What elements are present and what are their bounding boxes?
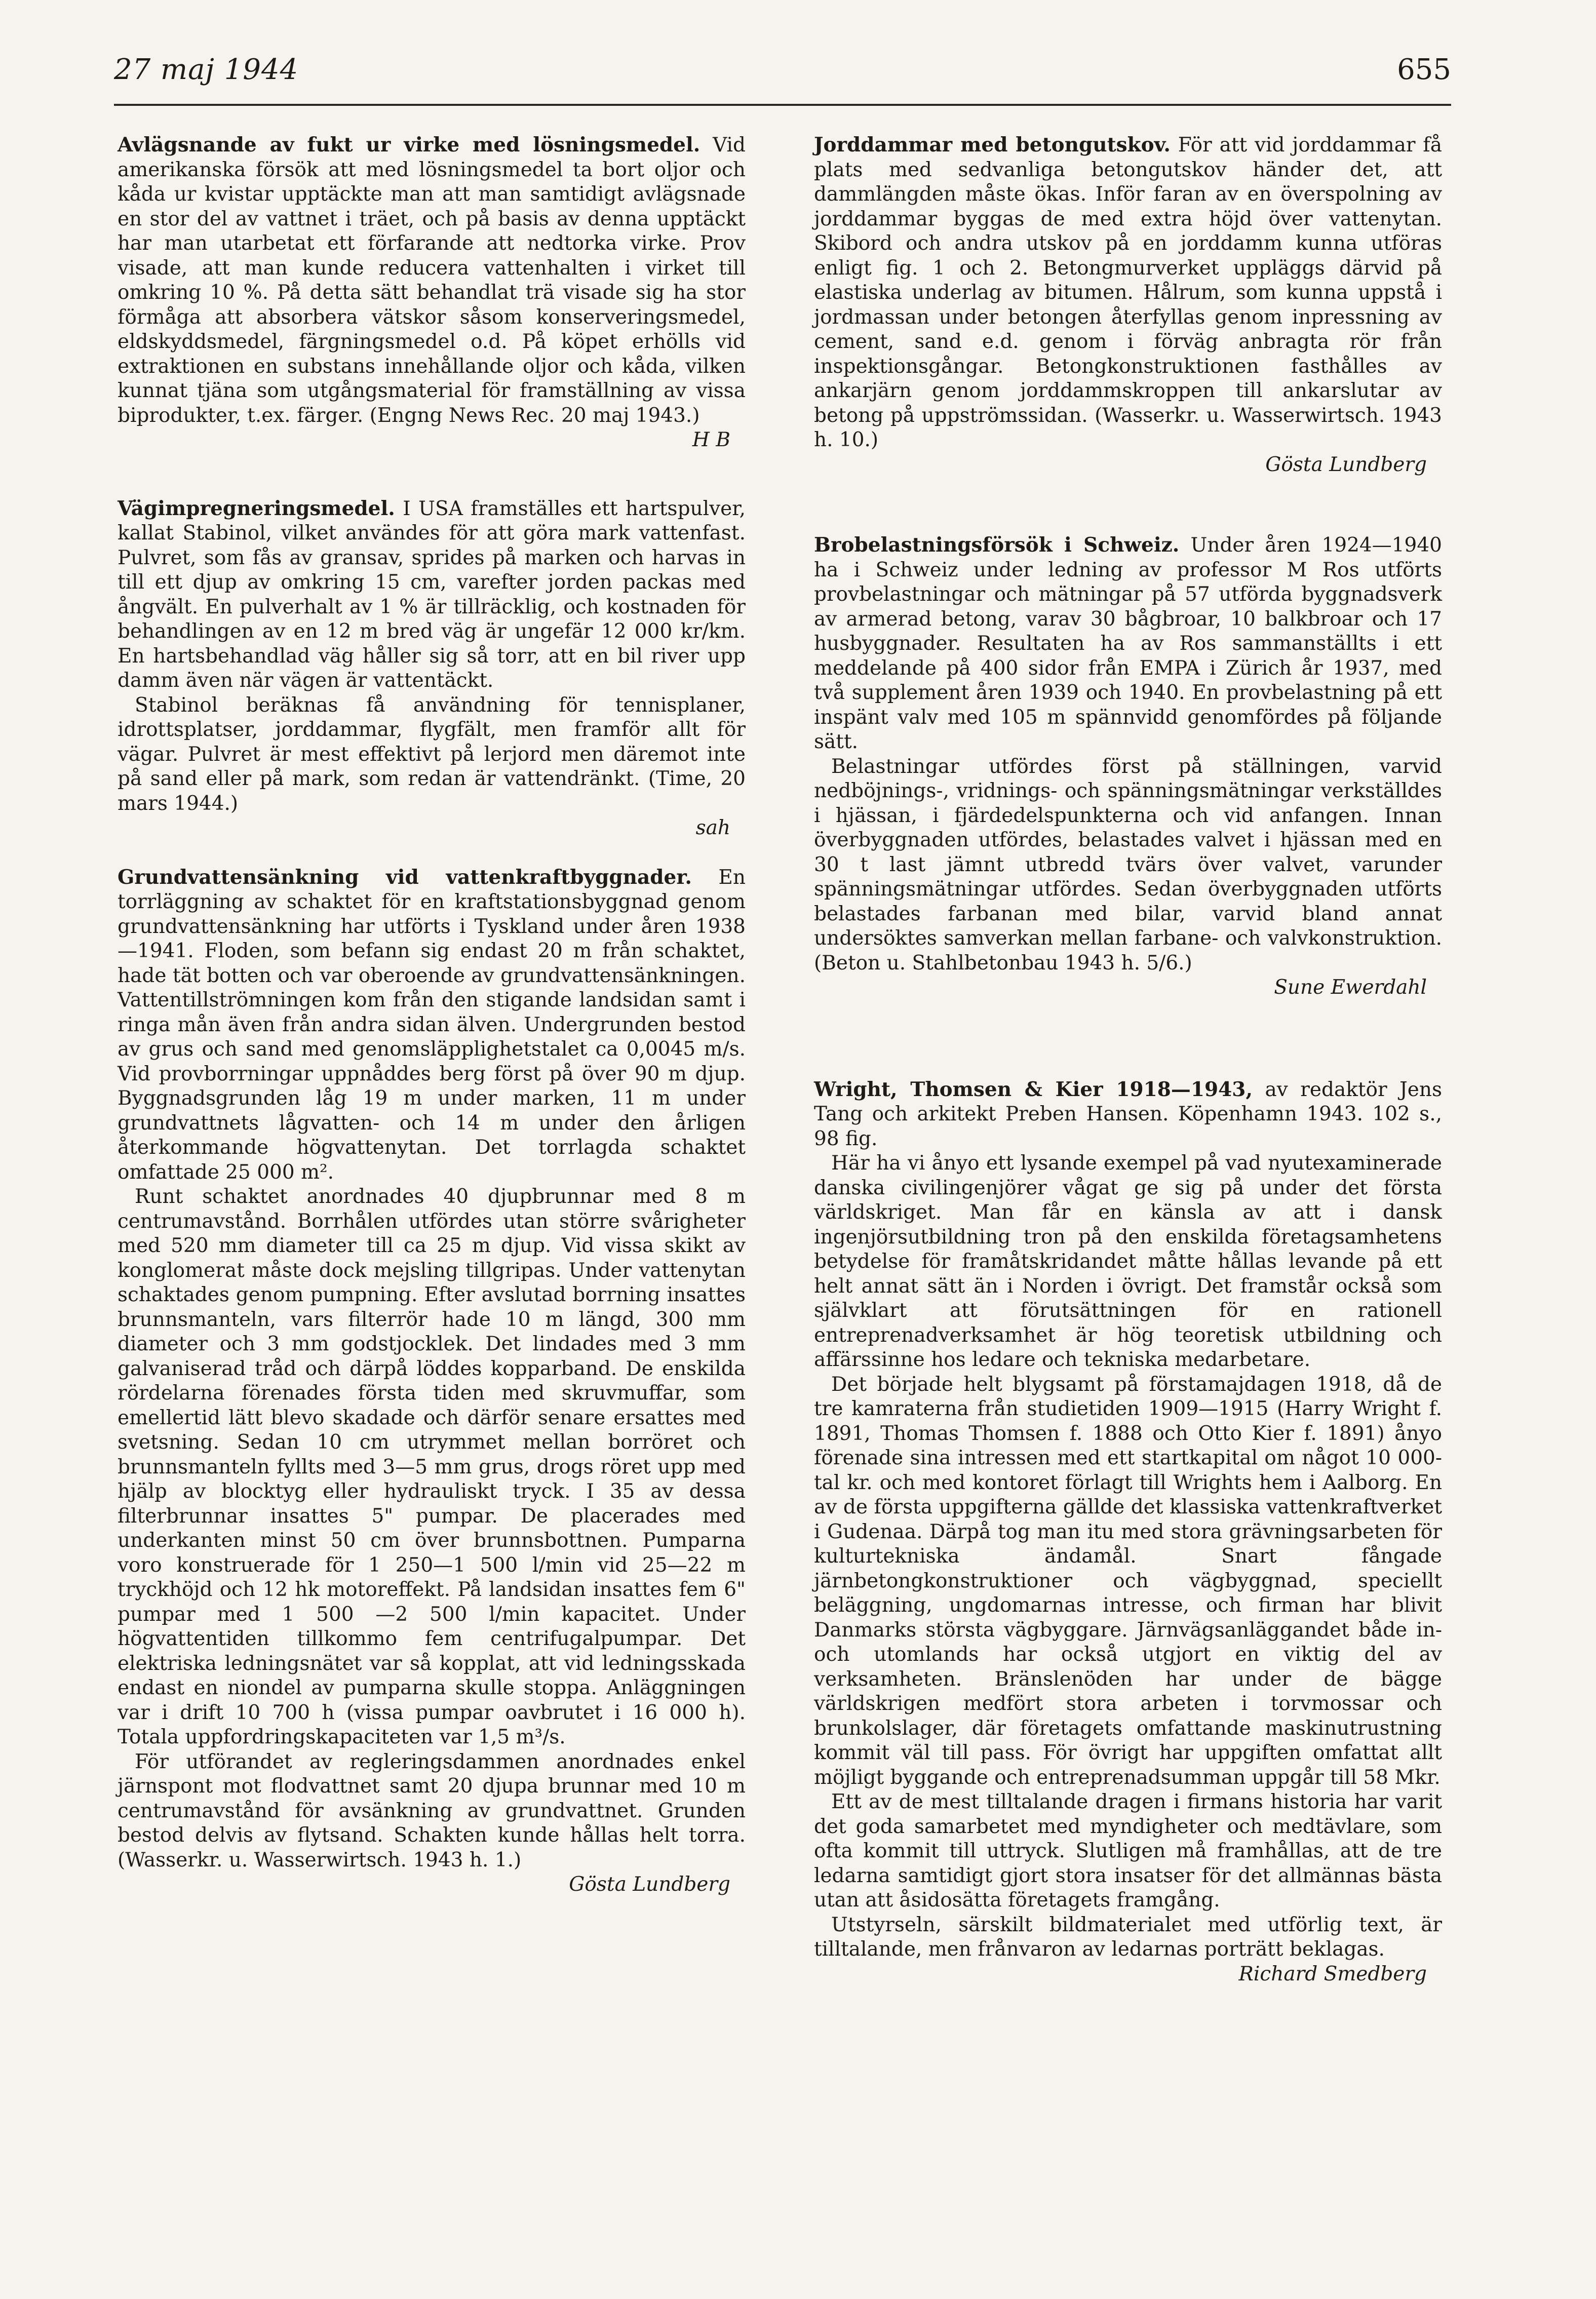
article-paragraph: [118, 496, 746, 693]
article-paragraph: [814, 1077, 1442, 1152]
article-signature: Gösta Lundberg: [569, 1873, 730, 1896]
right-column: [814, 133, 1442, 1986]
article-signature: sah: [695, 816, 730, 839]
page-number: 655: [1397, 53, 1451, 86]
article-title: Grundvattensänkning vid vattenkraftbyggnader.: [118, 865, 692, 889]
header-date: 27 maj 1944: [114, 53, 299, 86]
article-paragraph: [814, 533, 1442, 755]
article-paragraph: Här ha vi ånyo ett lysande exempel på vad nyutexaminerade danska civilingenjörer vågat ge sig på under det första världskriget. Man får en känsla av att i dansk ingenjörsutbildning tron på den enskilda företagsamhetens betydelse för framåtskridandet måtte hållas levande på ett helt annat sätt än i Norden i övrigt. Det framstår också som självklart att förutsättningen för en rationell entreprenadverksamhet är hög teoretisk utbildning och affärssinne hos ledare och tekniska medarbetare.: [814, 1152, 1442, 1371]
article-paragraph: Ett av de mest tilltalande dragen i firmans historia har varit det goda samarbetet med myndigheter och medtävlare, som ofta kommit till uttryck. Slutligen må framhållas, att de tre ledarna samtidigt gjort stora insatser för det allmännas bästa utan att åsidosätta företagets framgång.: [814, 1790, 1442, 1912]
article-body: I USA framställes ett hartspulver, kallat Stabinol, vilket användes för att göra mark vattenfast. Pulvret, som fås av gransav, sprides på marken och harvas in till ett djup av omkring 15 cm, varefter jorden packas med ångvält. En pulverhalt av 1 % är tillräcklig, och kostnaden för behandlingen av en 12 m bred väg är ungefär 12 000 kr/km. En hartsbehandlad väg håller sig så torr, att en bil river upp damm även när vägen är vattentäckt.: [118, 497, 746, 692]
article-title: Jorddammar med betongutskov.: [814, 133, 1171, 157]
article-signature: Sune Ewerdahl: [1274, 976, 1427, 999]
article-bridge-load-tests: [814, 533, 1442, 1000]
article-title: Brobelastningsförsök i Schweiz.: [814, 533, 1180, 557]
article-moisture-removal: [118, 133, 746, 453]
article-body: Vid amerikanska försök att med lösningsmedel ta bort oljor och kåda ur kvistar upptäckte man att man samtidigt avlägsnade en stor del av vattnet i träet, och på basis av denna upptäckt har man utarbetat ett förfarande att nedtorka virke. Prov visade, att man kunde reducera vattenhalten i virket till omkring 10 %. På detta sätt behandlat trä visade sig ha stor förmåga att absorbera vätskor såsom konserveringsmedel, eldskyddsmedel, färgningsmedel o.d. På köpet erhölls vid extraktionen en substans innehållande oljor och kåda, vilken kunnat tjäna som utgångsmaterial för framställning av vissa biprodukter, t.ex. färger. (Engng News Rec. 20 maj 1943.): [118, 134, 746, 427]
article-signature: Gösta Lundberg: [1265, 453, 1427, 476]
article-body: För att vid jorddammar få plats med sedvanliga betongutskov händer det, att dammlängden måste ökas. Inför faran av en överspolning av jorddammar byggas de med extra höjd över vattenytan. Skibord och andra utskov på en jorddamm kunna utföras enligt fig. 1 och 2. Betongmurverket uppläggs därvid på elastiska underlag av bitumen. Hålrum, som kunna uppstå i jordmassan under betongen återfyllas genom inpressning av cement, sand e.d. genom i förväg anbragta rör från inspektionsgångar. Betongkonstruktionen fasthålles av ankarjärn genom jorddammskroppen till ankarslutar av betong på uppströmssidan. (Wasserkr. u. Wasserwirtsch. 1943 h. 10.): [814, 134, 1442, 451]
article-book-review: [814, 1077, 1442, 1987]
left-column: [118, 133, 746, 1897]
article-paragraph: För utförandet av regleringsdammen anordnades enkel järnspont mot flodvattnet samt 20 djupa brunnar med 10 m centrumavstånd för avsänkning av grundvattnet. Grunden bestod delvis av flytsand. Schakten kunde hållas helt torra. (Wasserkr. u. Wasserwirtsch. 1943 h. 1.): [118, 1750, 746, 1872]
article-road-impregnation: [118, 496, 746, 841]
article-paragraph: [118, 133, 746, 451]
article-paragraph: Runt schaktet anordnades 40 djupbrunnar med 8 m centrumavstånd. Borrhålen utfördes utan större svårigheter med 520 mm diameter till ca 25 m djup. Vid vissa skikt av konglomerat måste dock mejsling tillgripas. Under vattenytan schaktades genom pumpning. Efter avslutad borrning insattes brunnsmanteln, vars filterrör hade 10 m längd, 300 mm diameter och 3 mm godstjocklek. Det lindades med 3 mm galvaniserad tråd och därpå löddes kopparband. De enskilda rördelarna förenades första tiden med skruvmuffar, som emellertid lätt blevo skadade och därför senare ersattes med svetsning. Sedan 10 cm utrymmet mellan borröret och brunnsmanteln fyllts med 3—5 mm grus, drogs röret upp med hjälp av blocktyg eller hydrauliskt tryck. I 35 av dessa filterbrunnar insattes 5" pumpar. De placerades med underkanten minst 50 cm över brunnsbottnen. Pumparna voro konstruerade för 1 250—1 500 l/min vid 25—22 m tryckhöjd och 12 hk motoreffekt. På landsidan insattes fem 6" pumpar med 1 500 —2 500 l/min kapacitet. Under högvattentiden tillkommo fem centrifugalpumpar. Det elektriska ledningsnätet var så kopplat, att vid ledningsskada endast en niondel av pumparna skulle stoppa. Anläggningen var i drift 10 700 h (vissa pumpar oavbrutet i 16 000 h). Totala uppfordringskapaciteten var 1,5 m³/s.: [118, 1185, 746, 1748]
article-paragraph: Det började helt blygsamt på förstamajdagen 1918, då de tre kamraterna från studietiden 1909—1915 (Harry Wright f. 1891, Thomas Thomsen f. 1888 och Otto Kier f. 1891) ånyo förenade sina intressen med ett startkapital om något 10 000-tal kr. och med kontoret förlagt till Wrights hem i Aalborg. En av de första uppgifterna gällde det klassiska vattenkraftverket i Gudenaa. Därpå tog man itu med stora grävningsarbeten för kulturtekniska ändamål. Snart fångade järnbetongkonstruktioner och vägbyggnad, speciellt beläggning, ungdomarnas intresse, och firman har blivit Danmarks största vägbyggare. Järnvägsanläggandet både in- och utomlands har också utgjort en viktig del av verksamheten. Bränslenöden har under de bägge världskrigen medfört stora arbeten i torvmossar och brunkolslager, där företagets omfattande maskinutrustning kommit väl till pass. För övrigt har uppgiften omfattat allt möjligt byggande och entreprenadsumman uppgår till 58 Mkr.: [814, 1373, 1442, 1789]
article-signature: Richard Smedberg: [1238, 1962, 1427, 1985]
article-groundwater-lowering: [118, 865, 746, 1897]
article-paragraph: Belastningar utfördes först på ställningen, varvid nedböjnings-, vridnings- och spänningsmätningar verkställdes i hjässan, i fjärdedelspunkterna och vid anfangen. Innan överbyggnaden utfördes, belastades valvet i hjässan med en 30 t last jämnt utbredd tvärs över valvet, varunder spänningsmätningar utfördes. Sedan överbyggnaden utförts belastades farbanan med bilar, varvid bland annat undersöktes samverkan mellan farbane- och valvkonstruktion. (Beton u. Stahlbetonbau 1943 h. 5/6.): [814, 755, 1442, 975]
article-title: Avlägsnande av fukt ur virke med lösningsmedel.: [118, 133, 700, 157]
article-paragraph: Utstyrseln, särskilt bildmaterialet med utförlig text, är tilltalande, men frånvaron av ledarnas porträtt beklagas.: [814, 1913, 1442, 1961]
article-body: En torrläggning av schaktet för en kraftstationsbyggnad genom grundvattensänkning har utförts i Tyskland under åren 1938—1941. Floden, som befann sig endast 20 m från schaktet, hade tät botten och var oberoende av grundvattensänkningen. Vattentillströmningen kom från den stigande landsidan samt i ringa mån även från andra sidan älven. Undergrunden bestod av grus och sand med genomsläpplighetstalet ca 0,0045 m/s. Vid provborrningar uppnåddes berg först på över 90 m djup. Byggnadsgrunden låg 19 m under marken, 11 m under grundvattnets lågvatten- och 14 m under den årligen återkommande högvattenytan. Det torrlagda schaktet omfattade 25 000 m².: [118, 866, 746, 1184]
article-earth-dams: [814, 133, 1442, 477]
article-body: Under åren 1924—1940 ha i Schweiz under ledning av professor M Ros utförts provbelastningar och mätningar på 57 utförda byggnadsverk av armerad betong, varav 30 bågbroar, 10 balkbroar och 17 husbyggnader. Resultaten ha av Ros sammanställts i ett meddelande på 400 sidor från EMPA i Zürich år 1937, med två supplement åren 1939 och 1940. En provbelastning på ett inspänt valv med 105 m spännvidd genomfördes på följande sätt.: [814, 534, 1442, 753]
article-paragraph: [118, 865, 746, 1185]
article-paragraph: Stabinol beräknas få användning för tennisplaner, idrottsplatser, jorddammar, flygfält, men framför allt för vägar. Pulvret är mest effektivt på lerjord men däremot inte på sand eller på mark, som redan är vattendränkt. (Time, 20 mars 1944.): [118, 693, 746, 815]
page-header: [114, 48, 1451, 106]
article-title: Wright, Thomsen & Kier 1918—1943,: [814, 1077, 1253, 1101]
article-signature: H B: [692, 428, 730, 451]
article-body: av redaktör Jens Tang och arkitekt Preben Hansen. Köpenhamn 1943. 102 s., 98 fig.: [814, 1078, 1442, 1150]
article-title: Vägimpregneringsmedel.: [118, 496, 395, 520]
article-paragraph: [814, 133, 1442, 453]
